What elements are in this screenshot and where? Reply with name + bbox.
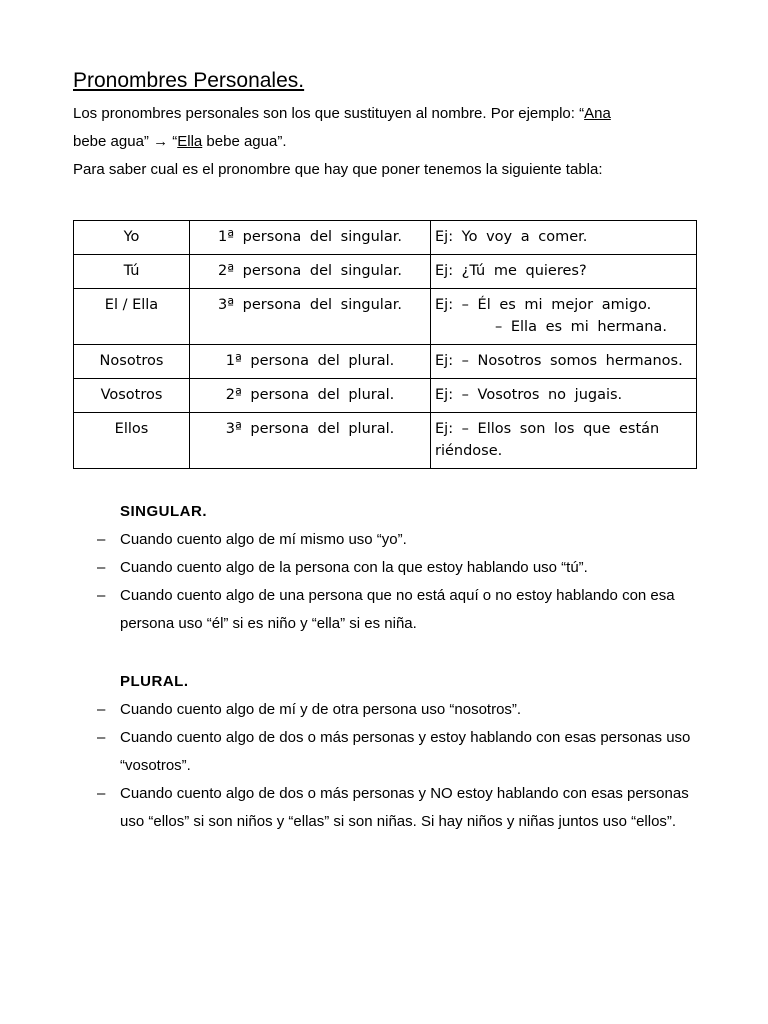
pronoun-cell: Yo <box>74 221 190 255</box>
intro-text-1: Los pronombres personales son los que sustituyen al nombre. Por ejemplo: “ <box>73 105 585 122</box>
example-cell <box>431 345 697 379</box>
example-cell <box>431 255 697 289</box>
example-text: Ej: – Nosotros somos hermanos. <box>435 353 683 369</box>
example-cell <box>431 413 697 469</box>
plural-section <box>73 667 703 836</box>
table-row <box>74 221 697 255</box>
dash-bullet: – <box>97 729 106 746</box>
list-item-text: Cuando cuento algo de mí mismo uso “yo”. <box>120 531 407 548</box>
pronoun-cell: Nosotros <box>74 345 190 379</box>
list-item-text: Cuando cuento algo de mí y de otra persona uso “nosotros”. <box>120 701 522 718</box>
person-cell: 1ª persona del singular. <box>190 221 431 255</box>
pronoun-table <box>73 220 697 469</box>
example-text: Ej: ¿Tú me quieres? <box>435 263 587 279</box>
example-word: Ana <box>584 105 611 122</box>
example-text: Ej: Yo voy a comer. <box>435 229 588 245</box>
page-title: Pronombres Personales. <box>73 69 305 92</box>
example-text: Ej: – Ellos son los que están <box>435 421 660 437</box>
dash-bullet: – <box>97 587 106 604</box>
list-item-text: Cuando cuento algo de dos o más personas y NO estoy hablando con esas personas uso “ellos” si son niños y “ellas” si son niñas. Si hay niños y niñas juntos uso “ellos”. <box>120 785 689 830</box>
example-cell <box>431 379 697 413</box>
document-header <box>73 66 698 184</box>
example-cell <box>431 221 697 255</box>
table-row <box>74 379 697 413</box>
person-cell: 1ª persona del plural. <box>190 345 431 379</box>
pronoun-cell: Ellos <box>74 413 190 469</box>
table-row <box>74 255 697 289</box>
person-cell: 3ª persona del plural. <box>190 413 431 469</box>
list-item <box>73 526 703 554</box>
intro-text-2: bebe agua” → “ <box>73 133 178 150</box>
person-cell: 2ª persona del singular. <box>190 255 431 289</box>
list-item <box>73 780 703 836</box>
pronoun-cell: Tú <box>74 255 190 289</box>
dash-bullet: – <box>97 785 106 802</box>
dash-bullet: – <box>97 531 106 548</box>
pronoun-cell: El / Ella <box>74 289 190 345</box>
example-text-2: riéndose. <box>435 443 503 459</box>
singular-heading: SINGULAR. <box>120 503 207 520</box>
list-item-text: Cuando cuento algo de una persona que no está aquí o no estoy hablando con esa persona uso “él” si es niño y “ella” si es niña. <box>120 587 675 632</box>
table-row <box>74 289 697 345</box>
plural-heading: PLURAL. <box>120 673 189 690</box>
example-text: Ej: – Vosotros no jugais. <box>435 387 623 403</box>
intro-paragraph <box>73 100 698 184</box>
table-row <box>74 345 697 379</box>
person-cell: 2ª persona del plural. <box>190 379 431 413</box>
singular-section <box>73 497 703 638</box>
singular-list <box>73 526 703 638</box>
example-cell <box>431 289 697 345</box>
pronoun-cell: Vosotros <box>74 379 190 413</box>
list-item-text: Cuando cuento algo de la persona con la que estoy hablando uso “tú”. <box>120 559 588 576</box>
intro-text-3: bebe agua”. <box>202 133 287 150</box>
list-item <box>73 554 703 582</box>
dash-bullet: – <box>97 701 106 718</box>
intro-text-4: Para saber cual es el pronombre que hay que poner tenemos la siguiente tabla: <box>73 161 603 178</box>
table-row <box>74 413 697 469</box>
example-text-2: – Ella es mi hermana. <box>495 319 667 335</box>
list-item <box>73 696 703 724</box>
dash-bullet: – <box>97 559 106 576</box>
list-item-text: Cuando cuento algo de dos o más personas y estoy hablando con esas personas uso “vosotros”. <box>120 729 691 774</box>
list-item <box>73 724 703 780</box>
person-cell: 3ª persona del singular. <box>190 289 431 345</box>
example-text: Ej: – Él es mi mejor amigo. <box>435 297 652 313</box>
replaced-word: Ella <box>177 133 203 150</box>
plural-list <box>73 696 703 836</box>
list-item <box>73 582 703 638</box>
